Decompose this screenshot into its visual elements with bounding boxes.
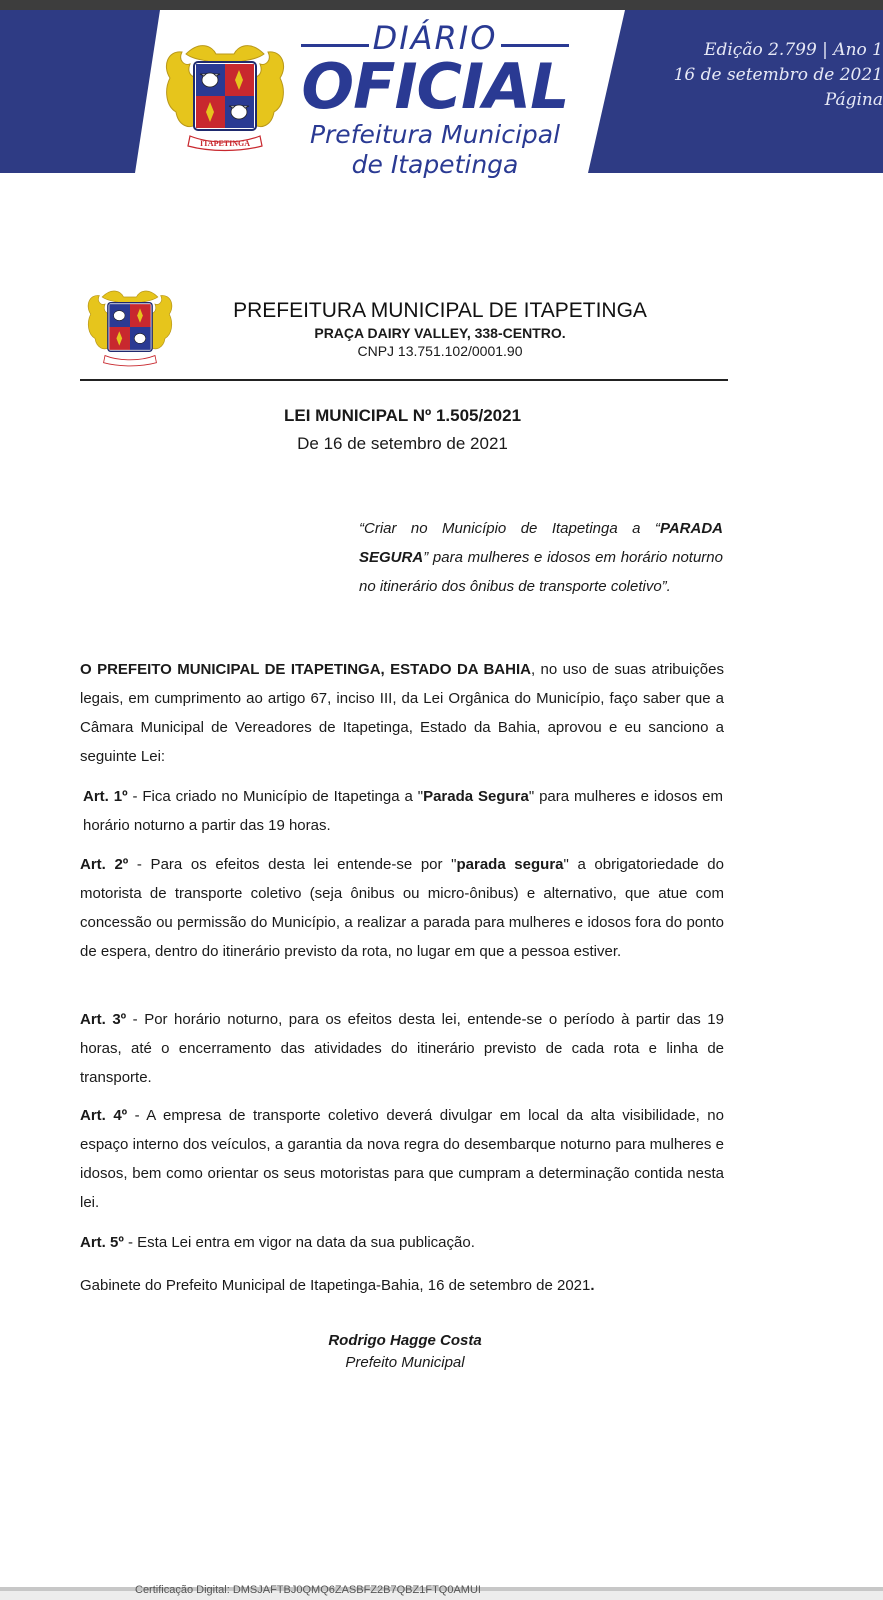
masthead-banner	[0, 10, 883, 179]
article-2	[80, 850, 724, 966]
article-3	[80, 1005, 724, 1092]
article-1-text-start: - Fica criado no Município de Itapetinga a "	[127, 788, 424, 805]
summary-text-end: ” para mulheres e idosos em horário noturno no itinerário dos ônibus de transporte coletivo”.	[359, 549, 723, 595]
article-5-text: - Esta Lei entra em vigor na data da sua publicação.	[123, 1234, 475, 1251]
article-4-label: Art. 4º	[80, 1107, 128, 1124]
article-4-text: - A empresa de transporte coletivo deverá divulgar em local da alta visibilidade, no espaço interno dos veículos, a garantia da nova regra do desembarque noturno para mulheres e idosos, bem como orientar os seus motoristas para que cumpram a determinação contida nesta lei.	[80, 1107, 724, 1211]
header-divider	[80, 379, 728, 381]
footer-strip	[0, 1584, 883, 1600]
article-3-label: Art. 3º	[80, 1011, 127, 1028]
edition-date: 16 de setembro de 2021	[673, 65, 883, 85]
article-2-label: Art. 2º	[80, 856, 129, 873]
article-4	[80, 1101, 724, 1217]
municipal-crest-icon	[160, 40, 290, 152]
preamble-paragraph	[80, 655, 724, 771]
article-1-emphasis: Parada Segura	[423, 788, 529, 805]
article-1-text-end: " para mulheres e idosos em horário noturno a partir das 19 horas.	[83, 788, 723, 834]
summary-text-start: “Criar no Município de Itapetinga a “	[359, 520, 660, 537]
edition-number: Edição 2.799 | Ano 1	[704, 40, 883, 60]
preamble-text: , no uso de suas atribuições legais, em cumprimento ao artigo 67, inciso III, da Lei Orgânica do Município, faço saber que a Câmara Municipal de Vereadores de Itapetinga, Estado da Bahia, aprovou e eu sanciono a seguinte Lei:	[80, 661, 724, 765]
closing-period: .	[590, 1277, 595, 1294]
edition-info	[660, 38, 883, 113]
crest-ribbon-text: ITAPETINGA	[199, 139, 251, 148]
law-date: De 16 de setembro de 2021	[297, 434, 508, 453]
article-2-text-end: " a obrigatoriedade do motorista de transporte coletivo (seja ônibus ou micro-ônibus) e alternativo, que atue com concessão ou permissão do Município, a realizar a parada para mulheres e idosos fora do ponto de espera, dentro do itinerário previsto da rota, no lugar em que a pessoa estiver.	[80, 856, 724, 960]
preamble-authority: O PREFEITO MUNICIPAL DE ITAPETINGA, ESTADO DA BAHIA	[80, 661, 531, 678]
article-1-label: Art. 1º	[83, 788, 128, 805]
footer-certification-text: Certificação Digital: DMSJAFTBJ0QMQ6ZASBFZ2B7QBZ1FTQ0AMUI	[135, 1584, 481, 1596]
masthead-oficial: OFICIAL	[301, 50, 569, 123]
organization-cnpj: CNPJ 13.751.102/0001.90	[357, 343, 523, 359]
article-5	[80, 1228, 724, 1257]
organization-name: PREFEITURA MUNICIPAL DE ITAPETINGA	[233, 299, 647, 322]
masthead-title	[295, 20, 575, 180]
organization-address: PRAÇA DAIRY VALLEY, 338-CENTRO.	[314, 325, 566, 341]
law-summary	[359, 514, 723, 601]
article-3-text: - Por horário noturno, para os efeitos desta lei, entende-se o período à partir das 19 horas, até o encerramento das atividades do itinerário previsto de cada rota e linha de transporte.	[80, 1011, 724, 1086]
article-2-emphasis: parada segura	[456, 856, 564, 873]
edition-page: Página	[824, 90, 883, 110]
law-title: LEI MUNICIPAL Nº 1.505/2021	[283, 406, 522, 425]
article-1	[83, 782, 723, 840]
masthead-prefeitura: Prefeitura Municipal	[309, 120, 561, 149]
top-edge-bar	[0, 0, 883, 10]
signer-name: Rodrigo Hagge Costa	[328, 1332, 482, 1349]
article-2-text-start: - Para os efeitos desta lei entende-se por "	[128, 856, 457, 873]
masthead-diario: DIÁRIO	[295, 20, 575, 56]
document-header	[190, 298, 690, 360]
document-crest-icon	[82, 287, 178, 367]
closing-text: Gabinete do Prefeito Municipal de Itapetinga-Bahia, 16 de setembro de 2021	[80, 1277, 591, 1294]
closing-statement	[80, 1271, 724, 1300]
article-5-label: Art. 5º	[80, 1234, 124, 1251]
masthead-city: de Itapetinga	[351, 150, 519, 179]
summary-emphasis: PARADA SEGURA	[359, 520, 723, 566]
signer-role: Prefeito Municipal	[345, 1354, 465, 1371]
